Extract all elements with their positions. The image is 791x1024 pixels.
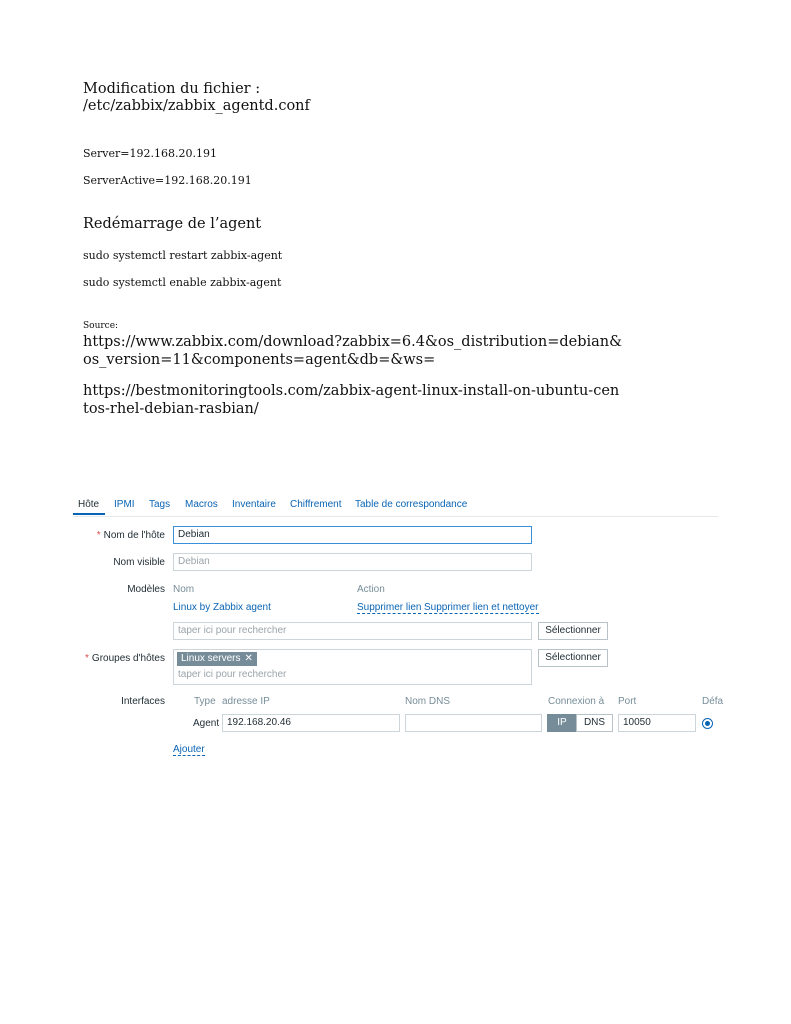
- tab-value-mapping[interactable]: Table de correspondance: [355, 499, 468, 510]
- group-search-placeholder: taper ici pour rechercher: [178, 669, 287, 680]
- add-interface-link[interactable]: Ajouter: [173, 744, 205, 755]
- host-name-input[interactable]: Debian: [173, 526, 532, 544]
- templates-label: Modèles: [127, 584, 165, 595]
- connect-ip-button[interactable]: IP: [547, 714, 577, 732]
- interfaces-label: Interfaces: [121, 696, 165, 707]
- heading-config-path: /etc/zabbix/zabbix_agentd.conf: [83, 98, 310, 114]
- tab-tags[interactable]: Tags: [149, 499, 171, 510]
- tab-bar: [73, 494, 718, 517]
- host-groups-multiselect[interactable]: [173, 649, 532, 685]
- template-unlink-clear-link[interactable]: Supprimer lien et nettoyer: [424, 602, 539, 613]
- host-groups-label: * Groupes d'hôtes: [85, 653, 165, 664]
- heading-modification: Modification du fichier :: [83, 81, 261, 97]
- template-unlink-link[interactable]: Supprimer lien: [357, 602, 422, 613]
- active-tab-indicator: [73, 513, 105, 515]
- server-active-line: ServerActive=192.168.20.191: [83, 174, 252, 187]
- host-name-label: * Nom de l'hôte: [96, 530, 165, 541]
- interface-ip-input[interactable]: 192.168.20.46: [222, 714, 400, 732]
- interfaces-col-default: Défa: [702, 696, 724, 707]
- source-url-bestmonitoringtools[interactable]: https://bestmonitoringtools.com/zabbix-agent-linux-install-on-ubuntu-centos-rhel-debian-rasbian/: [83, 383, 620, 417]
- command-restart: sudo systemctl restart zabbix-agent: [83, 249, 283, 262]
- heading-restart: Redémarrage de l’agent: [83, 216, 262, 232]
- interfaces-col-type: Type: [194, 696, 216, 707]
- templates-col-name: Nom: [173, 584, 195, 595]
- templates-col-action: Action: [357, 584, 385, 595]
- server-line: Server=192.168.20.191: [83, 147, 217, 160]
- visible-name-input[interactable]: Debian: [173, 553, 532, 571]
- interfaces-col-connect: Connexion à: [548, 696, 605, 707]
- interfaces-col-dns: Nom DNS: [405, 696, 451, 707]
- template-linux-agent-link[interactable]: Linux by Zabbix agent: [173, 602, 271, 613]
- tab-host[interactable]: Hôte: [78, 499, 100, 510]
- default-interface-radio[interactable]: [702, 718, 713, 729]
- zabbix-host-form-screenshot: [73, 494, 724, 764]
- remove-tag-icon[interactable]: ✕: [244, 653, 253, 664]
- visible-name-label: Nom visible: [113, 557, 165, 568]
- template-select-button[interactable]: Sélectionner: [538, 622, 608, 640]
- group-tag-linux-servers: Linux servers ✕: [177, 652, 257, 666]
- group-select-button[interactable]: Sélectionner: [538, 649, 608, 667]
- source-label: Source:: [83, 321, 119, 331]
- tab-encryption[interactable]: Chiffrement: [290, 499, 342, 510]
- interface-dns-input[interactable]: [405, 714, 542, 732]
- interface-port-input[interactable]: 10050: [618, 714, 696, 732]
- connect-dns-button[interactable]: DNS: [576, 714, 613, 732]
- tab-macros[interactable]: Macros: [185, 499, 218, 510]
- interface-type-agent: Agent: [193, 718, 220, 729]
- command-enable: sudo systemctl enable zabbix-agent: [83, 276, 282, 289]
- template-search-input[interactable]: taper ici pour rechercher: [173, 622, 532, 640]
- tab-inventory[interactable]: Inventaire: [232, 499, 276, 510]
- source-url-zabbix[interactable]: https://www.zabbix.com/download?zabbix=6.4&os_distribution=debian&os_version=11&components=agent&db=&ws=: [83, 334, 623, 368]
- interfaces-col-port: Port: [618, 696, 637, 707]
- interfaces-col-ip: adresse IP: [222, 696, 270, 707]
- tab-ipmi[interactable]: IPMI: [114, 499, 135, 510]
